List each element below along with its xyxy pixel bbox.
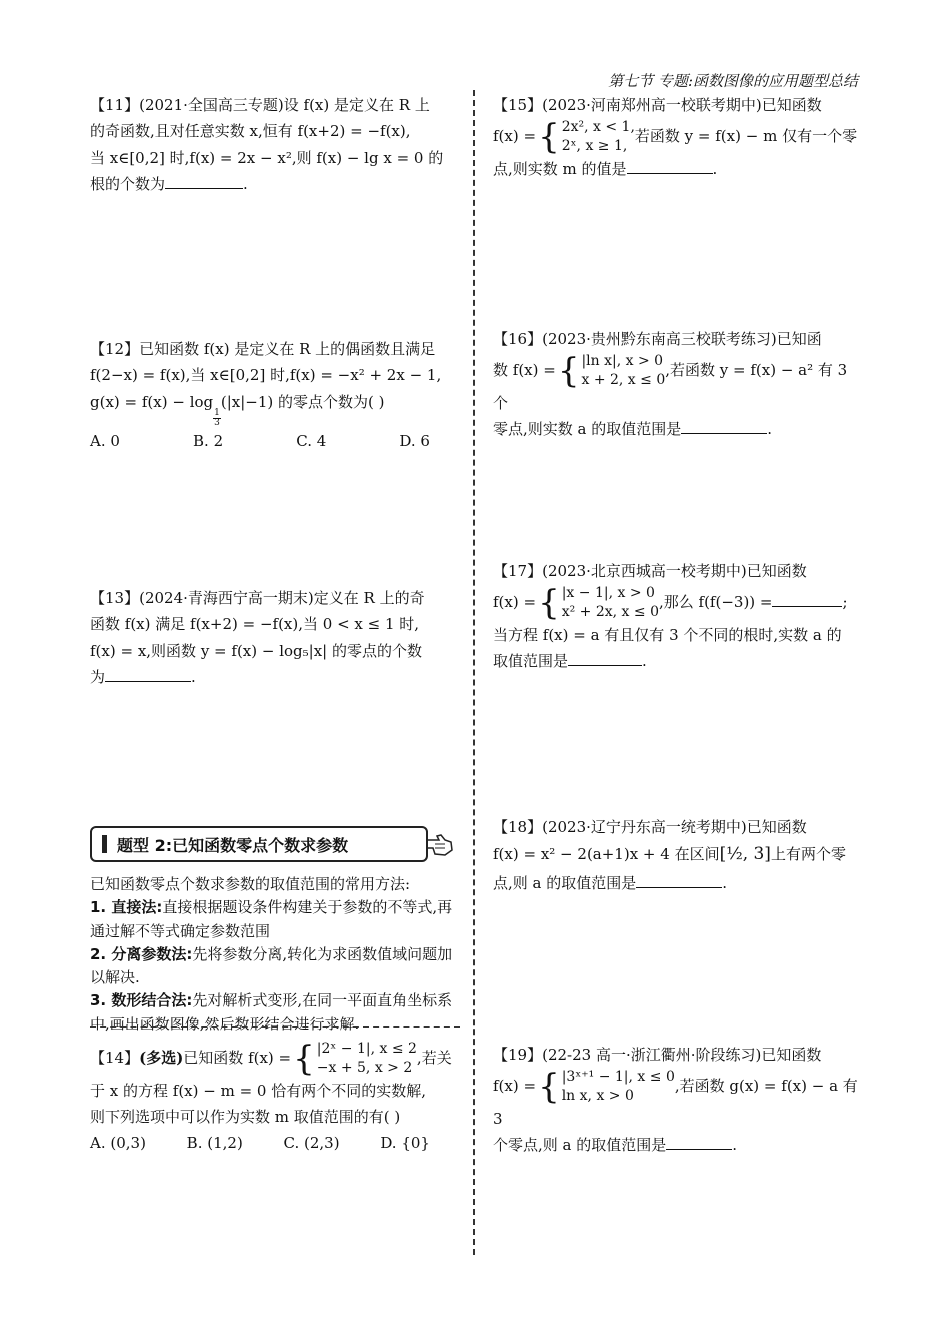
- problem-text: 取值范围是: [493, 652, 569, 671]
- method-1-title: 1. 直接法:: [90, 898, 163, 917]
- problem-text: 已知函数: [746, 562, 807, 580]
- answer-blank[interactable]: [627, 157, 713, 175]
- problem-text: ,若函数 y = f(x) − a² 有 3 个: [493, 361, 848, 413]
- problem-text: 已知函数 f(x) 是定义在 R 上的偶函数且满足: [139, 340, 436, 358]
- problem-text: f(x) = x,则函数 y = f(x) − log₅|x| 的零点的个数: [90, 641, 422, 660]
- problem-source: (2021·全国高三专题): [139, 96, 284, 114]
- problem-text: 的奇函数,且对任意实数 x,恒有 f(x+2) = −f(x),: [90, 122, 411, 141]
- problem-label: 【19】: [493, 1046, 543, 1064]
- method-3-text: 先对解析式变形,在同一平面直角坐标系中,画出函数图像,然后数形结合进行求解.: [90, 991, 453, 1033]
- answer-blank[interactable]: [568, 649, 642, 667]
- problem-source: (2024·青海西宁高一期末): [139, 589, 314, 607]
- method-summary: [90, 873, 462, 1036]
- problem-text: 数 f(x) =: [493, 361, 556, 380]
- options: [90, 1130, 430, 1156]
- piecewise-function: { |ln x|, x > 0 x + 2, x ≤ 0: [557, 351, 666, 392]
- section-divider: [90, 1026, 460, 1028]
- problem-text: 点,则实数 m 的值是: [493, 160, 627, 179]
- problem-text: 零点,则实数 a 的取值范围是: [493, 420, 682, 439]
- problem-text: 个零点,则 a 的取值范围是: [493, 1136, 667, 1155]
- problem-text: 设 f(x) 是定义在 R 上: [283, 96, 430, 114]
- problem-18: 【18】(2023·辽宁丹东高一统考期中)已知函数 f(x) = x² − 2(a+1)x + 4 在区间[½, 3]上有两个零 点,则 a 的取值范围是 .: [493, 818, 846, 892]
- answer-blank[interactable]: [681, 417, 767, 435]
- problem-text: 已知函数: [746, 818, 807, 836]
- method-2-text: 先将参数分离,转化为求函数值域问题加以解决.: [90, 944, 453, 986]
- problem-label: 【16】: [493, 330, 543, 348]
- piecewise-function: { |2ˣ − 1|, x ≤ 2 −x + 5, x > 2: [293, 1038, 417, 1079]
- problem-13: 【13】(2024·青海西宁高一期末)定义在 R 上的奇 函数 f(x) 满足 f(x+2) = −f(x),当 0 < x ≤ 1 时, f(x) = x,则函数 y = f(x) − log₅|x| 的零点的个数 为 .: [90, 585, 462, 690]
- problem-17: 【17】(2023·北京西城高一校考期中)已知函数 f(x) = { |x − 1|, x > 0 x² + 2x, x ≤ 0 ,那么 f(f(−3)) = ; 当方程 f(x) = a 有且仅有 3 个不同的根时,实数 a 的 取值范围是 .: [493, 558, 865, 675]
- answer-blank[interactable]: [105, 664, 191, 682]
- section-heading: [90, 826, 428, 862]
- options: [90, 428, 430, 454]
- problem-11: 【11】(2021·全国高三专题)设 f(x) 是定义在 R 上 的奇函数,且对任意实数 x,恒有 f(x+2) = −f(x), 当 x∈[0,2] 时,f(x) = 2x − x²,则 f(x) − lg x = 0 的 根的个数为 .: [90, 92, 462, 197]
- problem-16: 【16】(2023·贵州黔东南高三校联考练习)已知函 数 f(x) = { |ln x|, x > 0 x + 2, x ≤ 0 ,若函数 y = f(x) − a² 有 3 个 零点,则实数 a 的取值范围是 .: [493, 330, 848, 439]
- piecewise-function: { |3ˣ⁺¹ − 1|, x ≤ 0 ln x, x > 0: [538, 1067, 675, 1108]
- option-d[interactable]: D. 6: [399, 431, 430, 450]
- problem-text: 点,则 a 的取值范围是: [493, 874, 637, 892]
- problem-text: 当 x∈[0,2] 时,f(x) = 2x − x²,则 f(x) − lg x = 0 的: [90, 148, 444, 167]
- problem-19: 【19】(22-23 高一·浙江衢州·阶段练习)已知函数 f(x) = { |3ˣ⁺¹ − 1|, x ≤ 0 ln x, x > 0 ,若函数 g(x) = f(x) − a 有 3 个零点,则 a 的取值范围是 .: [493, 1046, 858, 1155]
- problem-text: 定义在 R 上的奇: [313, 589, 425, 607]
- problem-text: 为: [90, 667, 106, 686]
- problem-text: f(x) =: [493, 593, 537, 612]
- piecewise-function: { 2x², x < 1, 2ˣ, x ≥ 1,: [538, 117, 635, 158]
- piecewise-function: { |x − 1|, x > 0 x² + 2x, x ≤ 0: [538, 583, 659, 624]
- problem-text: 若函数 y = f(x) − m 仅有一个零: [634, 127, 858, 146]
- option-c[interactable]: C. 4: [296, 431, 327, 450]
- problem-text: 当方程 f(x) = a 有且仅有 3 个不同的根时,实数 a 的: [493, 626, 842, 645]
- section-title: 题型 2:已知函数零点个数求参数: [117, 835, 349, 855]
- problem-source: (22-23 高一·浙江衢州·阶段练习): [542, 1046, 762, 1064]
- problem-text: 上有两个零: [770, 845, 846, 864]
- problem-text: 已知函数: [761, 1046, 822, 1064]
- problem-label: 【12】: [90, 340, 140, 358]
- answer-blank[interactable]: [666, 1133, 732, 1151]
- problem-text: f(x) =: [493, 127, 537, 146]
- option-a[interactable]: A. (0,3): [90, 1134, 146, 1153]
- problem-text: ,那么 f(f(−3)) =: [658, 593, 773, 612]
- problem-source: (2023·河南郑州高一校联考期中): [542, 96, 762, 114]
- problem-label: 【18】: [493, 818, 543, 836]
- problem-text: f(x) =: [493, 1077, 537, 1096]
- problem-label: 【11】: [90, 96, 140, 114]
- problem-text: 于 x 的方程 f(x) − m = 0 恰有两个不同的实数解,: [90, 1081, 426, 1100]
- method-3-title: 3. 数形结合法:: [90, 991, 193, 1010]
- problem-source: (2023·北京西城高一校考期中): [542, 562, 747, 580]
- problem-label: 【14】: [90, 1048, 140, 1067]
- problem-12: [90, 336, 462, 454]
- problem-source: (2023·贵州黔东南高三校联考练习): [542, 330, 777, 348]
- problem-label: 【17】: [493, 562, 543, 580]
- problem-text: f(x) = x² − 2(a+1)x + 4 在区间: [493, 845, 720, 864]
- problem-text: g(x) = f(x) − log: [90, 392, 214, 411]
- option-c[interactable]: C. (2,3): [283, 1134, 340, 1153]
- page-header: 第七节 专题:函数图像的应用题型总结: [608, 72, 858, 90]
- option-a[interactable]: A. 0: [90, 431, 120, 450]
- method-2-title: 2. 分离参数法:: [90, 944, 193, 963]
- problem-14: [90, 1040, 462, 1157]
- problem-text: 已知函数 f(x) =: [183, 1048, 292, 1067]
- problem-text: 则下列选项中可以作为实数 m 取值范围的有( ): [90, 1108, 401, 1127]
- method-1-text: 直接根据题设条件构建关于参数的不等式,再通过解不等式确定参数范围: [90, 898, 453, 940]
- interval: [½, 3]: [719, 844, 771, 865]
- problem-text: 已知函: [776, 330, 822, 348]
- problem-15: 【15】(2023·河南郑州高一校联考期中)已知函数 f(x) = { 2x², x < 1, 2ˣ, x ≥ 1, 若函数 y = f(x) − m 仅有一个零 点,则实数 m 的值是 .: [493, 96, 858, 179]
- problem-label: 【13】: [90, 589, 140, 607]
- problem-text: (|x|−1) 的零点个数为( ): [220, 392, 385, 411]
- method-intro: 已知函数零点个数求参数的取值范围的常用方法:: [90, 875, 411, 893]
- answer-blank[interactable]: [165, 171, 243, 189]
- problem-tag: (多选): [139, 1048, 184, 1067]
- pointing-hand-icon: [425, 830, 455, 858]
- problem-text: ,若函数 g(x) = f(x) − a 有 3: [493, 1077, 858, 1129]
- problem-text: 函数 f(x) 满足 f(x+2) = −f(x),当 0 < x ≤ 1 时,: [90, 615, 420, 634]
- problem-text: 已知函数: [761, 96, 822, 114]
- column-divider: [473, 90, 475, 1255]
- problem-source: (2023·辽宁丹东高一统考期中): [542, 818, 747, 836]
- section-bar-icon: [102, 835, 107, 853]
- answer-blank[interactable]: [636, 871, 722, 889]
- problem-text: ,若关: [416, 1048, 452, 1067]
- problem-text: f(2−x) = f(x),当 x∈[0,2] 时,f(x) = −x² + 2x − 1,: [90, 366, 442, 385]
- option-b[interactable]: B. 2: [193, 431, 224, 450]
- log-base-fraction: $\frac{1}{3}$: [214, 407, 220, 428]
- option-d[interactable]: D. {0}: [380, 1134, 430, 1153]
- problem-text: 根的个数为: [90, 174, 166, 193]
- answer-blank[interactable]: [772, 590, 842, 608]
- problem-label: 【15】: [493, 96, 543, 114]
- option-b[interactable]: B. (1,2): [186, 1134, 243, 1153]
